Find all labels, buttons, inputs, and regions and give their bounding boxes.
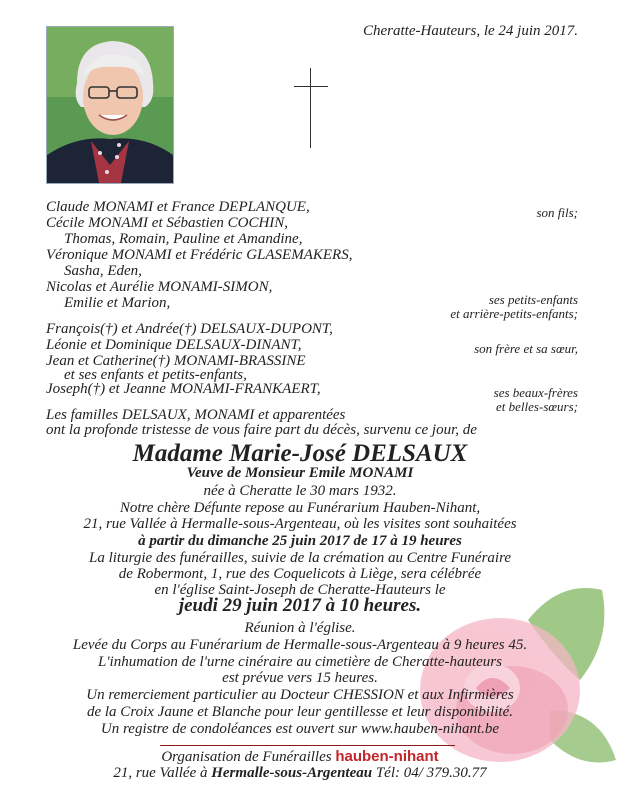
body-line: Réunion à l'église. <box>244 620 356 636</box>
family-line: Nicolas et Aurélie MONAMI-SIMON, <box>46 279 273 295</box>
divider <box>160 745 455 746</box>
visit-hours: à partir du dimanche 25 juin 2017 de 17 à 19 heures <box>138 533 462 549</box>
family-line: Cécile MONAMI et Sébastien COCHIN, <box>46 215 289 231</box>
family-line: Joseph(†) et Jeanne MONAMI-FRANKAERT, <box>46 381 321 397</box>
place-date: Cheratte-Hauteurs, le 24 juin 2017. <box>363 23 578 39</box>
relation-label: ses beaux-frères <box>493 385 578 400</box>
body-line: en l'église Saint-Joseph de Cheratte-Hauteurs le <box>154 582 446 598</box>
family-line: Emilie et Marion, <box>64 295 171 311</box>
relation-label: et arrière-petits-enfants; <box>450 306 578 321</box>
organizer-line <box>0 749 600 765</box>
relation-label: et belles-sœurs; <box>496 399 578 414</box>
address-street: 21, rue Vallée à <box>113 765 208 781</box>
widow-of: Veuve de Monsieur Emile MONAMI <box>186 465 414 481</box>
body-line: Levée du Corps au Funérarium de Hermalle-sous-Argenteau à 9 heures 45. <box>72 637 528 653</box>
body-line: Notre chère Défunte repose au Funérarium Hauben-Nihant, <box>119 500 481 516</box>
brand-logo: hauben-nihant <box>335 748 439 765</box>
body-line: Un remerciement particulier au Docteur CHESSION et aux Infirmières <box>86 687 514 703</box>
organizer-label: Organisation de Funérailles <box>161 749 332 765</box>
family-line: Les familles DELSAUX, MONAMI et apparentées <box>46 407 346 423</box>
phone: Tél: 04/ 379.30.77 <box>375 765 487 781</box>
portrait-photo <box>46 26 174 184</box>
family-line: et ses enfants et petits-enfants, <box>64 367 247 383</box>
cross-horizontal <box>294 86 328 87</box>
organizer-address <box>0 765 600 781</box>
family-line: Véronique MONAMI et Frédéric GLASEMAKERS, <box>46 247 353 263</box>
condolence-register: Un registre de condoléances est ouvert sur www.hauben-nihant.be <box>100 721 500 737</box>
body-line: 21, rue Vallée à Hermalle-sous-Argenteau, où les visites sont souhaitées <box>83 516 517 532</box>
body-line: L'inhumation de l'urne cinéraire au cimetière de Cheratte-hauteurs <box>98 654 502 670</box>
family-line: Sasha, Eden, <box>64 263 142 279</box>
deceased-name: Madame Marie-José DELSAUX <box>132 440 468 467</box>
family-line: Claude MONAMI et France DEPLANQUE, <box>46 199 310 215</box>
family-line: François(†) et Andrée(†) DELSAUX-DUPONT, <box>46 321 333 337</box>
body-line: La liturgie des funérailles, suivie de la crémation au Centre Funéraire <box>88 550 512 566</box>
address-city: Hermalle-sous-Argenteau <box>211 765 373 781</box>
body-line: de la Croix Jaune et Blanche pour leur gentillesse et leur disponibilité. <box>86 704 514 720</box>
ceremony-date: jeudi 29 juin 2017 à 10 heures. <box>178 595 422 616</box>
relation-label: ses petits-enfants <box>488 292 578 307</box>
relation-label: son fils; <box>536 205 578 220</box>
intro-line: ont la profonde tristesse de vous faire part du décès, survenu ce jour, de <box>46 422 477 438</box>
family-line: Thomas, Romain, Pauline et Amandine, <box>64 231 303 247</box>
family-line: Léonie et Dominique DELSAUX-DINANT, <box>46 337 302 353</box>
relation-label: son frère et sa sœur, <box>474 341 578 356</box>
cross-vertical <box>310 68 311 148</box>
body-line: est prévue vers 15 heures. <box>222 670 378 686</box>
birth-info: née à Cheratte le 30 mars 1932. <box>203 483 397 499</box>
family-line: Jean et Catherine(†) MONAMI-BRASSINE <box>46 353 306 369</box>
body-line: de Robermont, 1, rue des Coquelicots à Liège, sera célébrée <box>118 566 482 582</box>
